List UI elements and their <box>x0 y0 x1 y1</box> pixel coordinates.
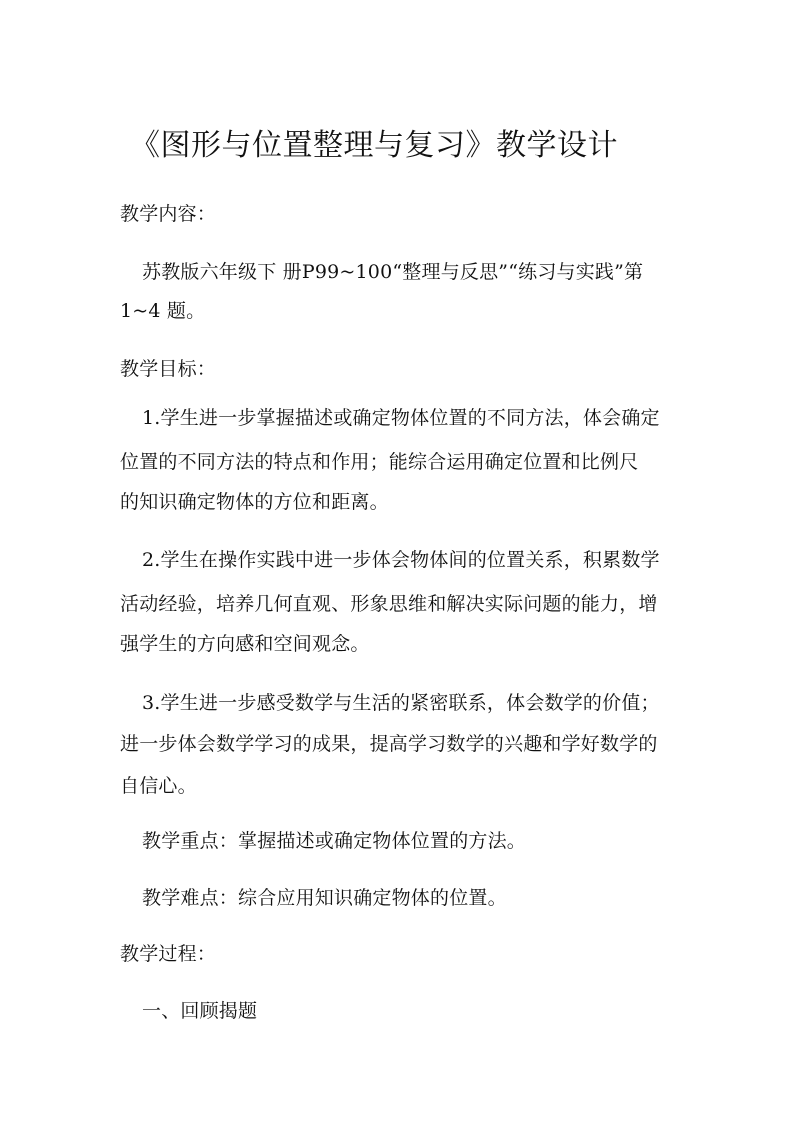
teaching-difficulty: 教学难点：综合应用知识确定物体的位置。 <box>142 887 507 909</box>
goal-2-line-3: 强学生的方向感和空间观念。 <box>120 633 370 655</box>
section-heading-goals: 教学目标： <box>120 358 217 380</box>
goal-1-line-1: 1.学生进一步掌握描述或确定物体位置的不同方法，体会确定 <box>142 407 660 429</box>
document-title: 《图形与位置整理与复习》教学设计 <box>130 128 618 163</box>
goal-3-line-3: 自信心。 <box>120 775 197 797</box>
goal-2-line-1: 2.学生在操作实践中进一步体会物体间的位置关系，积累数学 <box>142 549 660 571</box>
content-line-2: 1~4 题。 <box>120 300 206 322</box>
goal-1-line-2: 位置的不同方法的特点和作用；能综合运用确定位置和比例尺 <box>120 451 639 473</box>
section-heading-process: 教学过程： <box>120 943 217 965</box>
process-step-1: 一、回顾揭题 <box>142 1000 258 1022</box>
goal-2-line-2: 活动经验，培养几何直观、形象思维和解决实际问题的能力，增 <box>120 593 658 615</box>
goal-3-line-2: 进一步体会数学学习的成果，提高学习数学的兴趣和学好数学的 <box>120 733 658 755</box>
section-heading-content: 教学内容： <box>120 203 217 225</box>
content-line-1: 苏教版六年级下 册P99~100“整理与反思”“练习与实践”第 <box>142 261 644 283</box>
teaching-focus: 教学重点：掌握描述或确定物体位置的方法。 <box>142 830 527 852</box>
goal-1-line-3: 的知识确定物体的方位和距离。 <box>120 491 389 513</box>
goal-3-line-1: 3.学生进一步感受数学与生活的紧密联系，体会数学的价值； <box>142 692 660 714</box>
